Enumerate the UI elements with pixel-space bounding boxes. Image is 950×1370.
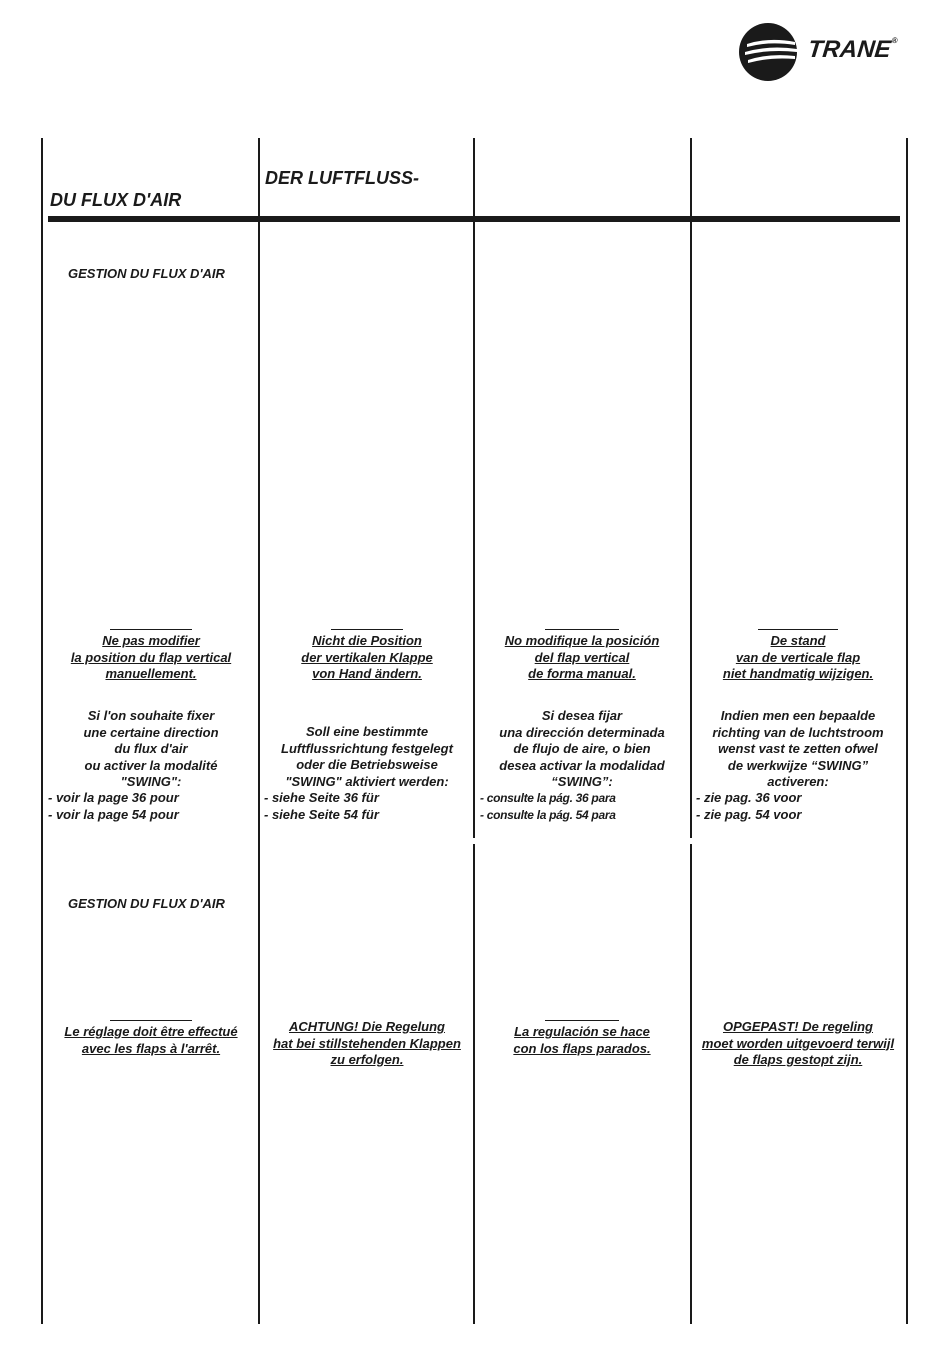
page-refs-nl: - zie pag. 36 voor - zie pag. 54 voor xyxy=(696,790,802,822)
column-divider xyxy=(473,138,475,838)
swing-nl: Indien men een bepaalde richting van de luchtstroom wenst vast te zetten ofwel de werkwijze “SWING” activeren: xyxy=(712,708,884,789)
column-divider xyxy=(473,844,475,1324)
warning-flaps-nl: OPGEPAST! De regeling moet worden uitgevoerd terwijl de flaps gestopt zijn. xyxy=(701,1019,895,1067)
warning-nl: De stand van de verticale flap niet handmatig wijzigen. xyxy=(697,629,899,683)
header-de: DER LUFTFLUSS- xyxy=(265,168,419,188)
page-refs-de: - siehe Seite 36 für - siehe Seite 54 für xyxy=(264,790,379,822)
column-divider xyxy=(690,138,692,838)
page-refs-es: - consulte la pág. 36 para - consulte la pág. 54 para xyxy=(480,791,616,822)
page-refs-fr: - voir la page 36 pour - voir la page 54 pour xyxy=(48,790,179,822)
section-label-fr: GESTION DU FLUX D'AIR xyxy=(68,266,225,281)
brand-name: TRANE® xyxy=(806,36,899,63)
warning-flaps-fr: Le réglage doit être effectué avec les flaps à l'arrêt. xyxy=(50,1020,252,1057)
column-divider xyxy=(258,138,260,1324)
column-divider xyxy=(906,138,908,1324)
warning-flaps-de: ACHTUNG! Die Regelung hat bei stillstehenden Klappen zu erfolgen. xyxy=(273,1019,461,1067)
column-divider xyxy=(41,138,43,1324)
warning-flaps-es: La regulación se hace con los flaps parados. xyxy=(481,1020,683,1057)
warning-es: No modifique la posición del flap vertical de forma manual. xyxy=(481,629,683,683)
column-divider xyxy=(690,844,692,1324)
header-fr: DU FLUX D'AIR xyxy=(50,190,182,210)
section-label-fr: GESTION DU FLUX D'AIR xyxy=(68,896,225,911)
header-rule xyxy=(48,216,900,222)
warning-fr: Ne pas modifier la position du flap vertical manuellement. xyxy=(50,629,252,683)
warning-de: Nicht die Position der vertikalen Klappe von Hand ändern. xyxy=(266,629,468,683)
swing-es: Si desea fijar una dirección determinada de flujo de aire, o bien desea activar la modalidad “SWING”: xyxy=(499,708,665,789)
swing-fr: Si l'on souhaite fixer une certaine direction du flux d'air ou activer la modalité "SWING": xyxy=(83,708,219,789)
swing-de: Soll eine bestimmte Luftflussrichtung festgelegt oder die Betriebsweise "SWING" aktiviert werden: xyxy=(281,724,453,789)
